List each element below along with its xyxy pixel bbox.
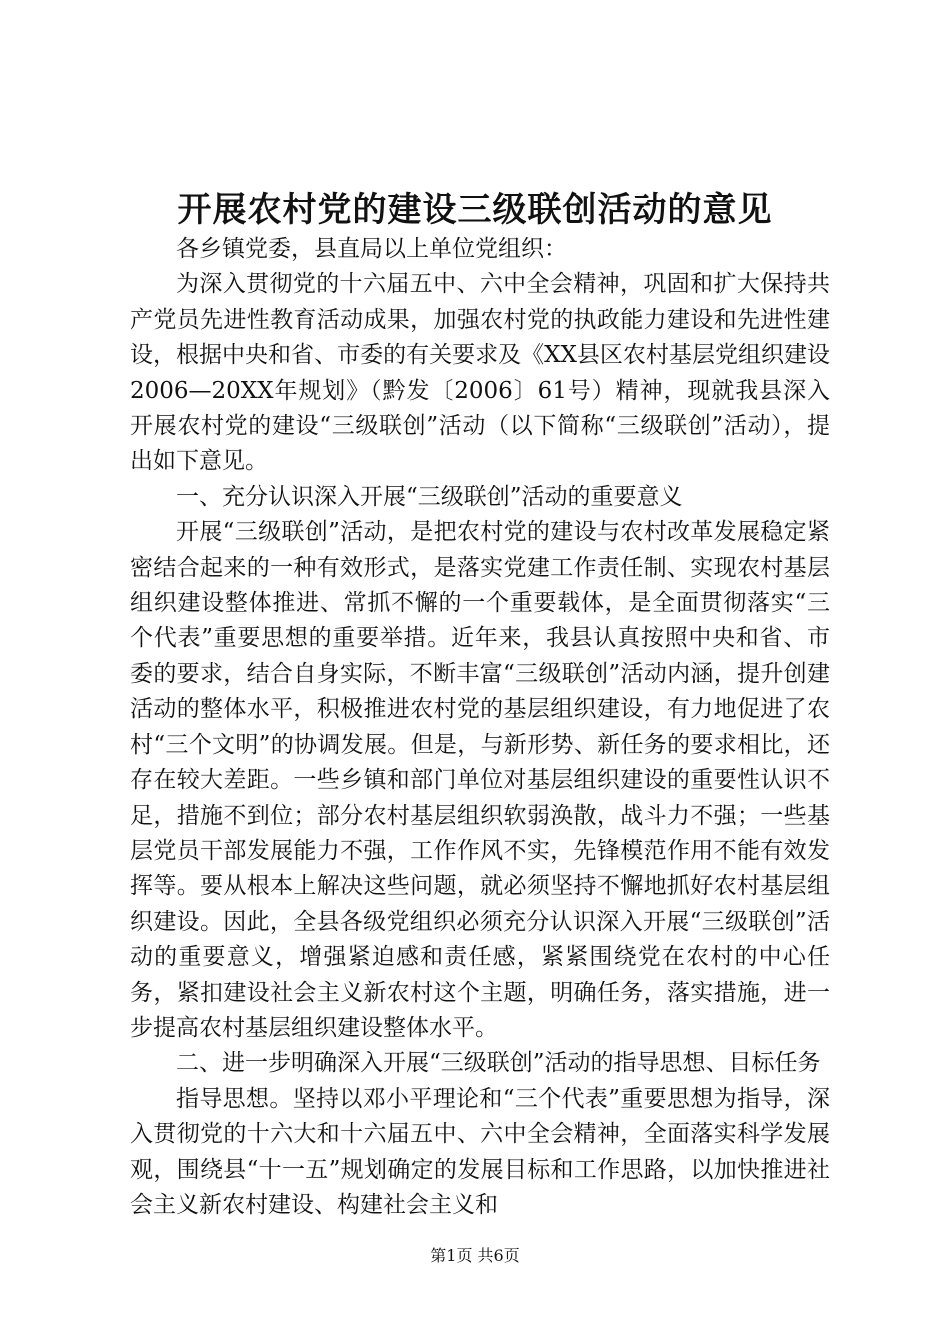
- section-heading-1: 一、充分认识深入开展“三级联创”活动的重要意义: [176, 483, 683, 510]
- body-paragraph: 指导思想。坚持以邓小平理论和“三个代表”重要思想为指导，深入贯彻党的十六大和十六届五中、六中全会精神，全面落实科学发展观，围绕县“十一五”规划确定的发展目标和工作思路，以加快推进社会主义新农村建设、构建社会主义和: [130, 1085, 830, 1218]
- document-body: [130, 232, 830, 1223]
- intro-paragraph: 为深入贯彻党的十六届五中、六中全会精神，巩固和扩大保持共产党员先进性教育活动成果，加强农村党的执政能力建设和先进性建设，根据中央和省、市委的有关要求及《XX县区农村基层党组织建设2006—20XX年规划》（黔发〔2006〕61号）精神，现就我县深入开展农村党的建设“三级联创”活动（以下简称“三级联创”活动），提出如下意见。: [130, 271, 830, 475]
- page-number-footer: 第1页 共6页: [430, 1246, 520, 1265]
- section-heading-2: 二、进一步明确深入开展“三级联创”活动的指导思想、目标任务: [176, 1050, 821, 1077]
- salutation-paragraph: 各乡镇党委，县直局以上单位党组织：: [176, 236, 567, 262]
- document-title: 开展农村党的建设三级联创活动的意见: [177, 190, 773, 230]
- body-paragraph: 开展“三级联创”活动，是把农村党的建设与农村改革发展稳定紧密结合起来的一种有效形式，是落实党建工作责任制、实现农村基层组织建设整体推进、常抓不懈的一个重要载体，是全面贯彻落实“三个代表”重要思想的重要举措。近年来，我县认真按照中央和省、市委的要求，结合自身实际，不断丰富“三级联创”活动内涵，提升创建活动的整体水平，积极推进农村党的基层组织建设，有力地促进了农村“三个文明”的协调发展。但是，与新形势、新任务的要求相比，还存在较大差距。一些乡镇和部门单位对基层组织建设的重要性认识不足，措施不到位；部分农村基层组织软弱涣散，战斗力不强；一些基层党员干部发展能力不强，工作作风不实，先锋模范作用不能有效发挥等。要从根本上解决这些问题，就必须坚持不懈地抓好农村基层组织建设。因此，全县各级党组织必须充分认识深入开展“三级联创”活动的重要意义，增强紧迫感和责任感，紧紧围绕党在农村的中心任务，紧扣建设社会主义新农村这个主题，明确任务，落实措施，进一步提高农村基层组织建设整体水平。: [130, 519, 830, 1041]
